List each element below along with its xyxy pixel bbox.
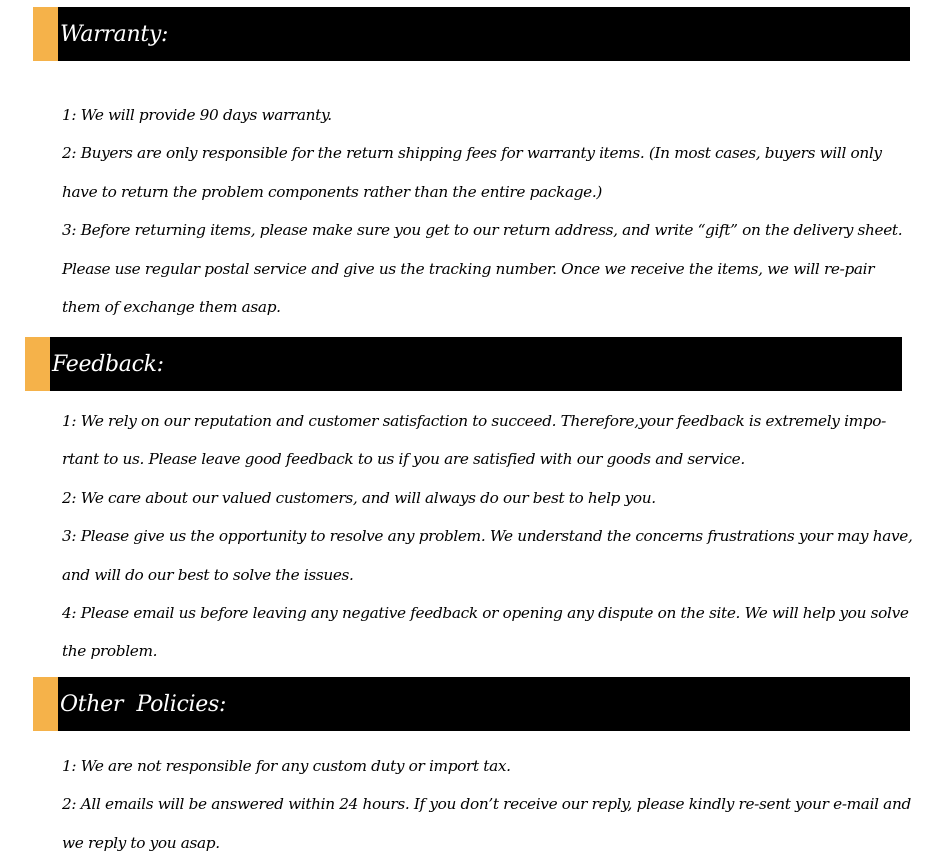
warranty-title: Warranty: [58, 7, 910, 61]
feedback-item: 3: Please give us the opportunity to resolve any problem. We understand the concerns frustrations your may have, and will do our best to solve the issues. [62, 527, 913, 584]
warranty-item: 1: We will provide 90 days warranty. [62, 106, 332, 124]
other-policies-item: 1: We are not responsible for any custom duty or import tax. [62, 757, 511, 775]
feedback-item: 1: We rely on our reputation and customer satisfaction to succeed. Therefore,your feedback is extremely impo-rtant to us. Please leave good feedback to us if you are satisfied with our goods and service. [62, 412, 886, 469]
feedback-accent-bar [25, 337, 50, 391]
feedback-item: 4: Please email us before leaving any negative feedback or opening any dispute on the site. We will help you solve the problem. [62, 604, 909, 661]
feedback-title: Feedback: [50, 337, 902, 391]
warranty-header [33, 7, 910, 61]
other-policies-title: Other Policies: [58, 677, 910, 731]
feedback-header [25, 337, 902, 391]
warranty-item: 3: Before returning items, please make sure you get to our return address, and write “gift” on the delivery sheet. Please use regular postal service and give us the tracking number. Once we receive the items, we will re-pair them of exchange them asap. [62, 221, 903, 317]
feedback-item: 2: We care about our valued customers, and will always do our best to help you. [62, 488, 656, 507]
warranty-text [62, 96, 914, 326]
other-policies-header [33, 677, 910, 731]
warranty-accent-bar [33, 7, 58, 61]
other-policies-text [62, 747, 914, 862]
warranty-item: 2: Buyers are only responsible for the return shipping fees for warranty items. (In most cases, buyers will only have to return the problem components rather than the entire package.) [62, 144, 882, 201]
other-policies-item: 2: All emails will be answered within 24 hours. If you don’t receive our reply, please kindly re-sent your e-mail and we reply to you asap. [62, 795, 911, 852]
other-policies-accent-bar [33, 677, 58, 731]
feedback-text [62, 402, 914, 671]
